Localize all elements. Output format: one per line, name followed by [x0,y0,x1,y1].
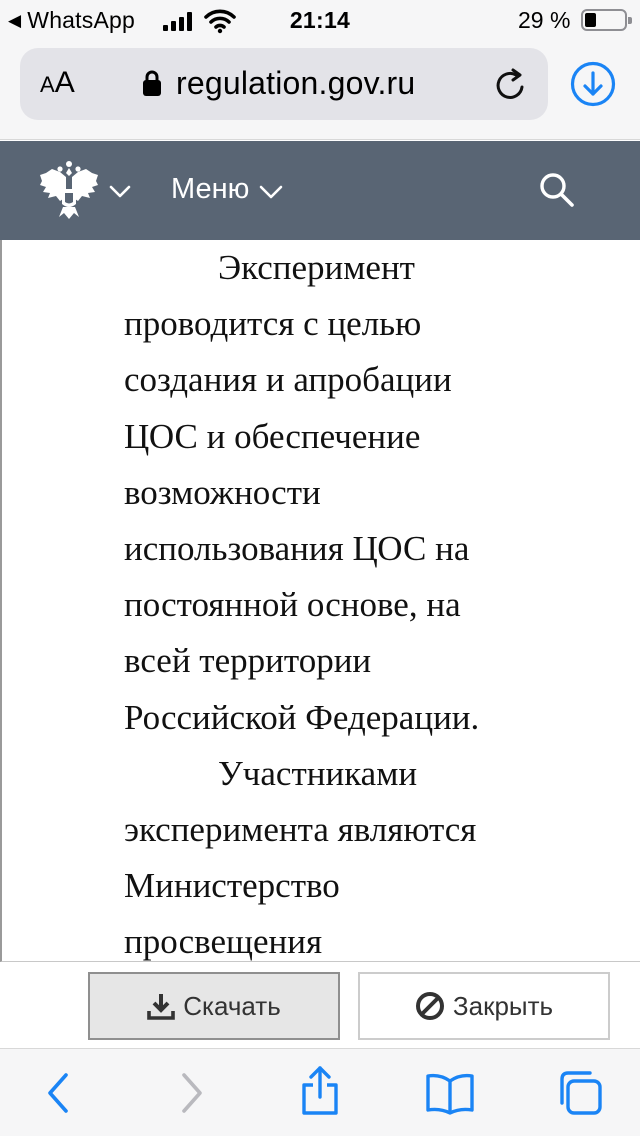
bookmarks-icon[interactable] [424,1071,476,1115]
emblem-icon[interactable] [38,159,100,221]
doc-line: ЦОС и обеспечение [124,416,421,456]
lock-icon [142,68,162,98]
safari-address-area [0,40,640,140]
back-triangle-icon: ◀ [8,10,22,30]
site-header [0,141,640,240]
reload-icon[interactable] [494,68,528,102]
document-actions [0,962,640,1048]
doc-line: Участниками [218,753,418,793]
document-text [124,240,544,962]
back-app-label: WhatsApp [27,7,135,33]
forward-arrow-icon[interactable] [170,1071,214,1115]
download-tray-icon [147,992,175,1020]
url-field[interactable] [20,48,548,120]
doc-line: возможности [124,472,321,512]
close-button[interactable] [358,972,610,1040]
doc-line: всей территории [124,641,372,681]
status-time: 21:14 [289,7,351,33]
close-button-label: Закрыть [452,990,554,1021]
doc-line: Эксперимент [218,248,415,287]
document-viewer[interactable] [0,240,640,962]
doc-line: Министерство [124,866,340,906]
download-button[interactable] [88,972,340,1040]
doc-line: проводится с целью [124,304,422,344]
doc-line: использования ЦОС на [124,528,470,568]
doc-line: постоянной основе, на [124,585,461,625]
chevron-down-icon[interactable] [108,179,132,203]
doc-line: Российской Федерации. [124,697,480,737]
back-arrow-icon[interactable] [38,1071,82,1115]
doc-line: просвещения [124,922,323,962]
menu-chevron-down-icon[interactable] [258,179,284,203]
text-size-button[interactable]: AA [40,66,75,99]
status-bar [0,0,640,40]
search-icon[interactable] [538,171,576,209]
battery-percent: 29 % [518,7,571,33]
ban-icon [415,991,445,1021]
download-icon[interactable] [570,61,616,107]
share-icon[interactable] [298,1065,342,1117]
menu-button[interactable]: Меню [171,173,250,205]
download-button-label: Скачать [183,990,281,1021]
doc-line: эксперимента являются [124,809,477,849]
tabs-icon[interactable] [556,1069,604,1117]
doc-line: создания и апробации [124,360,452,400]
safari-toolbar [0,1048,640,1136]
battery-icon [581,9,627,31]
url-text[interactable]: regulation.gov.ru [176,65,416,101]
